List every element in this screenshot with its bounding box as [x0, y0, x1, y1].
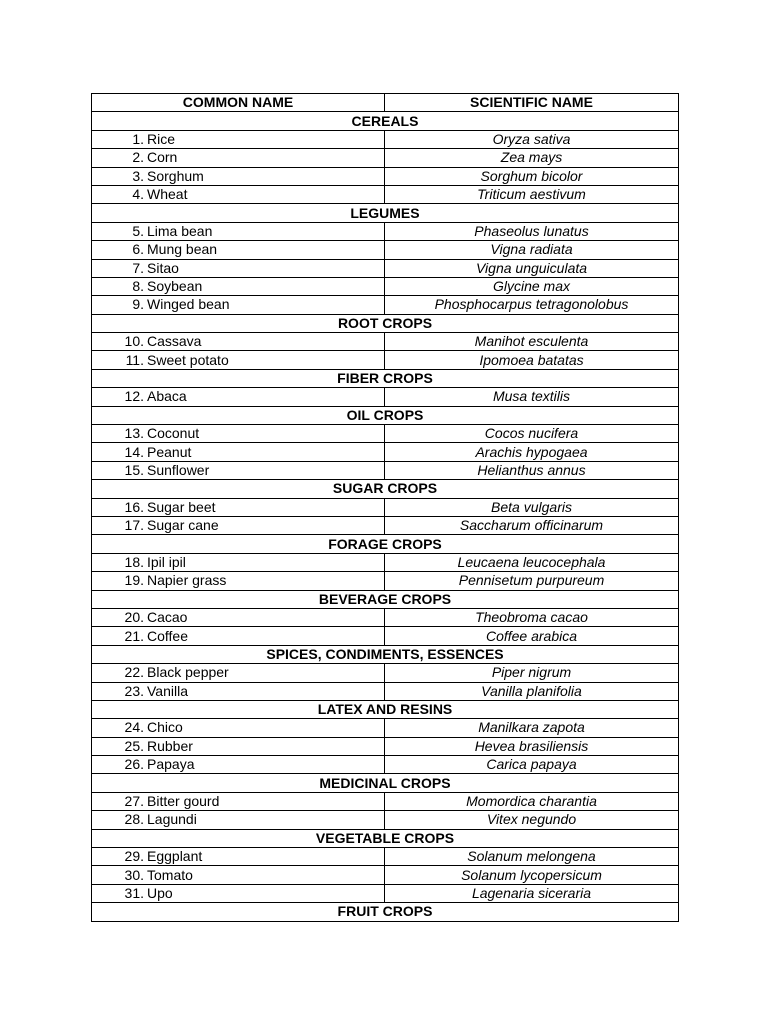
category-heading: LEGUMES [92, 204, 679, 222]
scientific-name: Glycine max [385, 277, 679, 295]
scientific-name: Piper nigrum [385, 664, 679, 682]
category-heading: SPICES, CONDIMENTS, ESSENCES [92, 645, 679, 663]
table-row [92, 388, 679, 406]
table-row [92, 296, 679, 314]
table-row [92, 866, 679, 884]
scientific-name: Sorghum bicolor [385, 167, 679, 185]
category-row [92, 204, 679, 222]
table-row [92, 185, 679, 203]
item-number: 28. [124, 811, 144, 828]
table-body [92, 112, 679, 921]
scientific-name: Theobroma cacao [385, 608, 679, 626]
item-number: 8. [132, 278, 144, 295]
table-row [92, 333, 679, 351]
scientific-name: Leucaena leucocephala [385, 553, 679, 571]
common-name: Coffee [147, 627, 188, 644]
table-row [92, 608, 679, 626]
category-row [92, 829, 679, 847]
scientific-name: Manilkara zapota [385, 719, 679, 737]
scientific-name: Carica papaya [385, 756, 679, 774]
item-number: 26. [124, 756, 144, 773]
common-name-cell [92, 388, 385, 406]
scientific-name: Vanilla planifolia [385, 682, 679, 700]
common-name-cell [92, 185, 385, 203]
category-heading: SUGAR CROPS [92, 480, 679, 498]
category-row [92, 314, 679, 332]
common-name-cell [92, 461, 385, 479]
table-row [92, 259, 679, 277]
common-name: Sweet potato [147, 351, 229, 368]
scientific-name: Hevea brasiliensis [385, 737, 679, 755]
category-row [92, 903, 679, 921]
common-name: Soybean [147, 278, 203, 295]
common-name: Peanut [147, 443, 192, 460]
common-name: Chico [147, 719, 183, 736]
common-name: Sitao [147, 259, 179, 276]
common-name: Black pepper [147, 664, 229, 681]
scientific-name: Cocos nucifera [385, 425, 679, 443]
scientific-name: Solanum melongena [385, 848, 679, 866]
common-name: Napier grass [147, 572, 227, 589]
common-name-cell [92, 516, 385, 534]
category-heading: BEVERAGE CROPS [92, 590, 679, 608]
category-heading: LATEX AND RESINS [92, 700, 679, 718]
common-name-cell [92, 664, 385, 682]
common-name-cell [92, 259, 385, 277]
item-number: 15. [124, 462, 144, 478]
scientific-name: Oryza sativa [385, 130, 679, 148]
common-name: Sugar beet [147, 498, 216, 515]
crop-table [91, 93, 679, 922]
table-row [92, 756, 679, 774]
item-number: 16. [124, 498, 144, 515]
header-scientific-name: SCIENTIFIC NAME [385, 94, 679, 112]
scientific-name: Triticum aestivum [385, 185, 679, 203]
common-name: Mung bean [147, 241, 218, 258]
common-name-cell [92, 884, 385, 902]
common-name-cell [92, 351, 385, 369]
category-heading: OIL CROPS [92, 406, 679, 424]
item-number: 13. [124, 425, 144, 442]
common-name: Lima bean [147, 222, 213, 239]
scientific-name: Solanum lycopersicum [385, 866, 679, 884]
common-name-cell [92, 277, 385, 295]
common-name: Lagundi [147, 811, 197, 828]
common-name-cell [92, 222, 385, 240]
category-heading: VEGETABLE CROPS [92, 829, 679, 847]
item-number: 18. [124, 553, 144, 570]
scientific-name: Musa textilis [385, 388, 679, 406]
item-number: 17. [124, 517, 144, 534]
category-row [92, 590, 679, 608]
header-common-name: COMMON NAME [92, 94, 385, 112]
item-number: 3. [132, 167, 144, 184]
table-row [92, 167, 679, 185]
header-row [92, 94, 679, 112]
category-heading: ROOT CROPS [92, 314, 679, 332]
scientific-name: Beta vulgaris [385, 498, 679, 516]
scientific-name: Ipomoea batatas [385, 351, 679, 369]
common-name: Vanilla [147, 682, 188, 699]
common-name-cell [92, 792, 385, 810]
common-name-cell [92, 866, 385, 884]
common-name: Corn [147, 149, 178, 166]
table-row [92, 572, 679, 590]
common-name-cell [92, 167, 385, 185]
item-number: 23. [124, 682, 144, 699]
common-name: Wheat [147, 186, 188, 203]
category-heading: FRUIT CROPS [92, 903, 679, 921]
table-row [92, 848, 679, 866]
table-row [92, 737, 679, 755]
scientific-name: Pennisetum purpureum [385, 572, 679, 590]
scientific-name: Arachis hypogaea [385, 443, 679, 461]
common-name: Sunflower [147, 462, 210, 478]
item-number: 11. [125, 351, 144, 368]
category-row [92, 480, 679, 498]
scientific-name: Vitex negundo [385, 811, 679, 829]
category-row [92, 774, 679, 792]
item-number: 24. [124, 719, 144, 736]
category-row [92, 369, 679, 387]
table-row [92, 811, 679, 829]
table-row [92, 682, 679, 700]
scientific-name: Lagenaria siceraria [385, 884, 679, 902]
item-number: 5. [132, 222, 144, 239]
common-name: Rubber [147, 737, 193, 754]
table-row [92, 719, 679, 737]
common-name-cell [92, 498, 385, 516]
item-number: 12. [124, 388, 144, 405]
common-name-cell [92, 572, 385, 590]
category-heading: FIBER CROPS [92, 369, 679, 387]
common-name-cell [92, 425, 385, 443]
item-number: 2. [132, 149, 144, 166]
category-row [92, 645, 679, 663]
item-number: 14. [124, 443, 144, 460]
category-heading: FORAGE CROPS [92, 535, 679, 553]
scientific-name: Phaseolus lunatus [385, 222, 679, 240]
scientific-name: Zea mays [385, 149, 679, 167]
common-name-cell [92, 130, 385, 148]
category-row [92, 535, 679, 553]
common-name-cell [92, 756, 385, 774]
item-number: 19. [124, 572, 144, 589]
table-row [92, 222, 679, 240]
table-row [92, 553, 679, 571]
table-row [92, 792, 679, 810]
item-number: 29. [124, 848, 144, 865]
scientific-name: Phosphocarpus tetragonolobus [385, 296, 679, 314]
scientific-name: Manihot esculenta [385, 333, 679, 351]
common-name-cell [92, 553, 385, 571]
item-number: 7. [132, 259, 144, 276]
common-name-cell [92, 333, 385, 351]
common-name: Upo [147, 884, 173, 901]
table-row [92, 498, 679, 516]
scientific-name: Coffee arabica [385, 627, 679, 645]
item-number: 6. [132, 241, 144, 258]
common-name-cell [92, 241, 385, 259]
category-heading: MEDICINAL CROPS [92, 774, 679, 792]
table-row [92, 627, 679, 645]
item-number: 1. [132, 130, 144, 147]
table-row [92, 277, 679, 295]
common-name: Cassava [147, 333, 202, 350]
table-row [92, 241, 679, 259]
category-heading: CEREALS [92, 112, 679, 130]
item-number: 9. [132, 296, 144, 313]
scientific-name: Vigna radiata [385, 241, 679, 259]
common-name: Winged bean [147, 296, 230, 313]
common-name-cell [92, 608, 385, 626]
common-name: Sorghum [147, 167, 204, 184]
table-row [92, 351, 679, 369]
table-row [92, 149, 679, 167]
category-row [92, 406, 679, 424]
scientific-name: Momordica charantia [385, 792, 679, 810]
common-name-cell [92, 296, 385, 314]
common-name: Abaca [147, 388, 187, 405]
item-number: 27. [124, 793, 144, 810]
common-name-cell [92, 682, 385, 700]
common-name-cell [92, 811, 385, 829]
scientific-name: Vigna unguiculata [385, 259, 679, 277]
table-row [92, 130, 679, 148]
item-number: 31. [124, 884, 144, 901]
category-row [92, 700, 679, 718]
common-name: Ipil ipil [147, 553, 186, 570]
item-number: 25. [124, 737, 144, 754]
common-name: Sugar cane [147, 517, 219, 534]
table-row [92, 443, 679, 461]
common-name: Eggplant [147, 848, 203, 865]
table-row [92, 664, 679, 682]
common-name: Cacao [147, 609, 188, 626]
common-name-cell [92, 627, 385, 645]
common-name-cell [92, 443, 385, 461]
common-name: Coconut [147, 425, 200, 442]
item-number: 30. [124, 866, 144, 883]
table-row [92, 516, 679, 534]
item-number: 20. [124, 609, 144, 626]
table-row [92, 461, 679, 479]
category-row [92, 112, 679, 130]
item-number: 4. [132, 186, 144, 203]
common-name-cell [92, 719, 385, 737]
table-row [92, 884, 679, 902]
common-name: Papaya [147, 756, 195, 773]
common-name: Rice [147, 130, 176, 147]
common-name: Bitter gourd [147, 793, 220, 810]
table-row [92, 425, 679, 443]
item-number: 10. [124, 333, 144, 350]
item-number: 21. [124, 627, 144, 644]
common-name-cell [92, 848, 385, 866]
item-number: 22. [124, 664, 144, 681]
common-name-cell [92, 737, 385, 755]
scientific-name: Helianthus annus [385, 461, 679, 479]
common-name-cell [92, 149, 385, 167]
scientific-name: Saccharum officinarum [385, 516, 679, 534]
common-name: Tomato [147, 866, 193, 883]
